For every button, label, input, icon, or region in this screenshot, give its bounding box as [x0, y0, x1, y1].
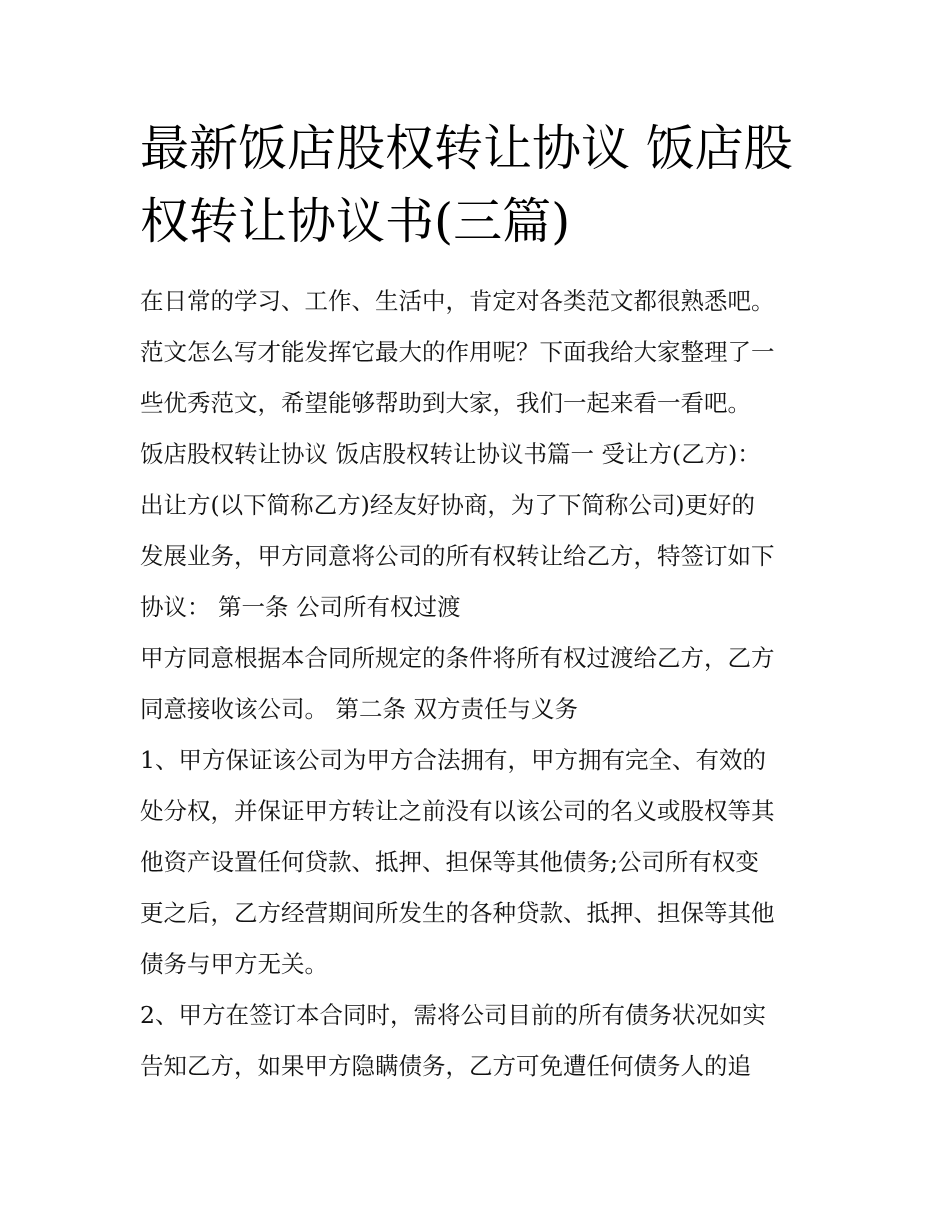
body-line: 债务与甲方无关。 [140, 950, 328, 978]
body-line: 1、甲方保证该公司为甲方合法拥有，甲方拥有完全、有效的 [140, 746, 766, 774]
body-line: 处分权，并保证甲方转让之前没有以该公司的名义或股权等其 [140, 797, 775, 825]
body-line: 更之后，乙方经营期间所发生的各种贷款、抵押、担保等其他 [140, 899, 775, 927]
body-line: 他资产设置任何贷款、抵押、担保等其他债务;公司所有权变 [140, 848, 759, 876]
title-line: 最新饭店股权转让协议 饭店股 [140, 120, 793, 177]
document-title [140, 112, 820, 258]
body-line: 饭店股权转让协议 饭店股权转让协议书篇一 受让方(乙方)： [140, 440, 761, 468]
title-line: 权转让协议书(三篇) [140, 193, 571, 250]
body-line: 在日常的学习、工作、生活中，肯定对各类范文都很熟悉吧。 [140, 287, 775, 315]
body-line: 同意接收该公司。 第二条 双方责任与义务 [140, 695, 578, 723]
body-line: 甲方同意根据本合同所规定的条件将所有权过渡给乙方，乙方 [140, 644, 775, 672]
body-line: 出让方(以下简称乙方)经友好协商，为了下简称公司)更好的 [140, 491, 756, 519]
body-line: 2、甲方在签订本合同时，需将公司目前的所有债务状况如实 [140, 1001, 766, 1029]
body-line: 协议： 第一条 公司所有权过渡 [140, 593, 461, 621]
body-line: 些优秀范文，希望能够帮助到大家，我们一起来看一看吧。 [140, 389, 751, 417]
body-line: 告知乙方，如果甲方隐瞒债务，乙方可免遭任何债务人的追 [140, 1052, 751, 1080]
body-line: 发展业务，甲方同意将公司的所有权转让给乙方，特签订如下 [140, 542, 775, 570]
body-line: 范文怎么写才能发挥它最大的作用呢？下面我给大家整理了一 [140, 338, 775, 366]
document-body [140, 276, 830, 1092]
